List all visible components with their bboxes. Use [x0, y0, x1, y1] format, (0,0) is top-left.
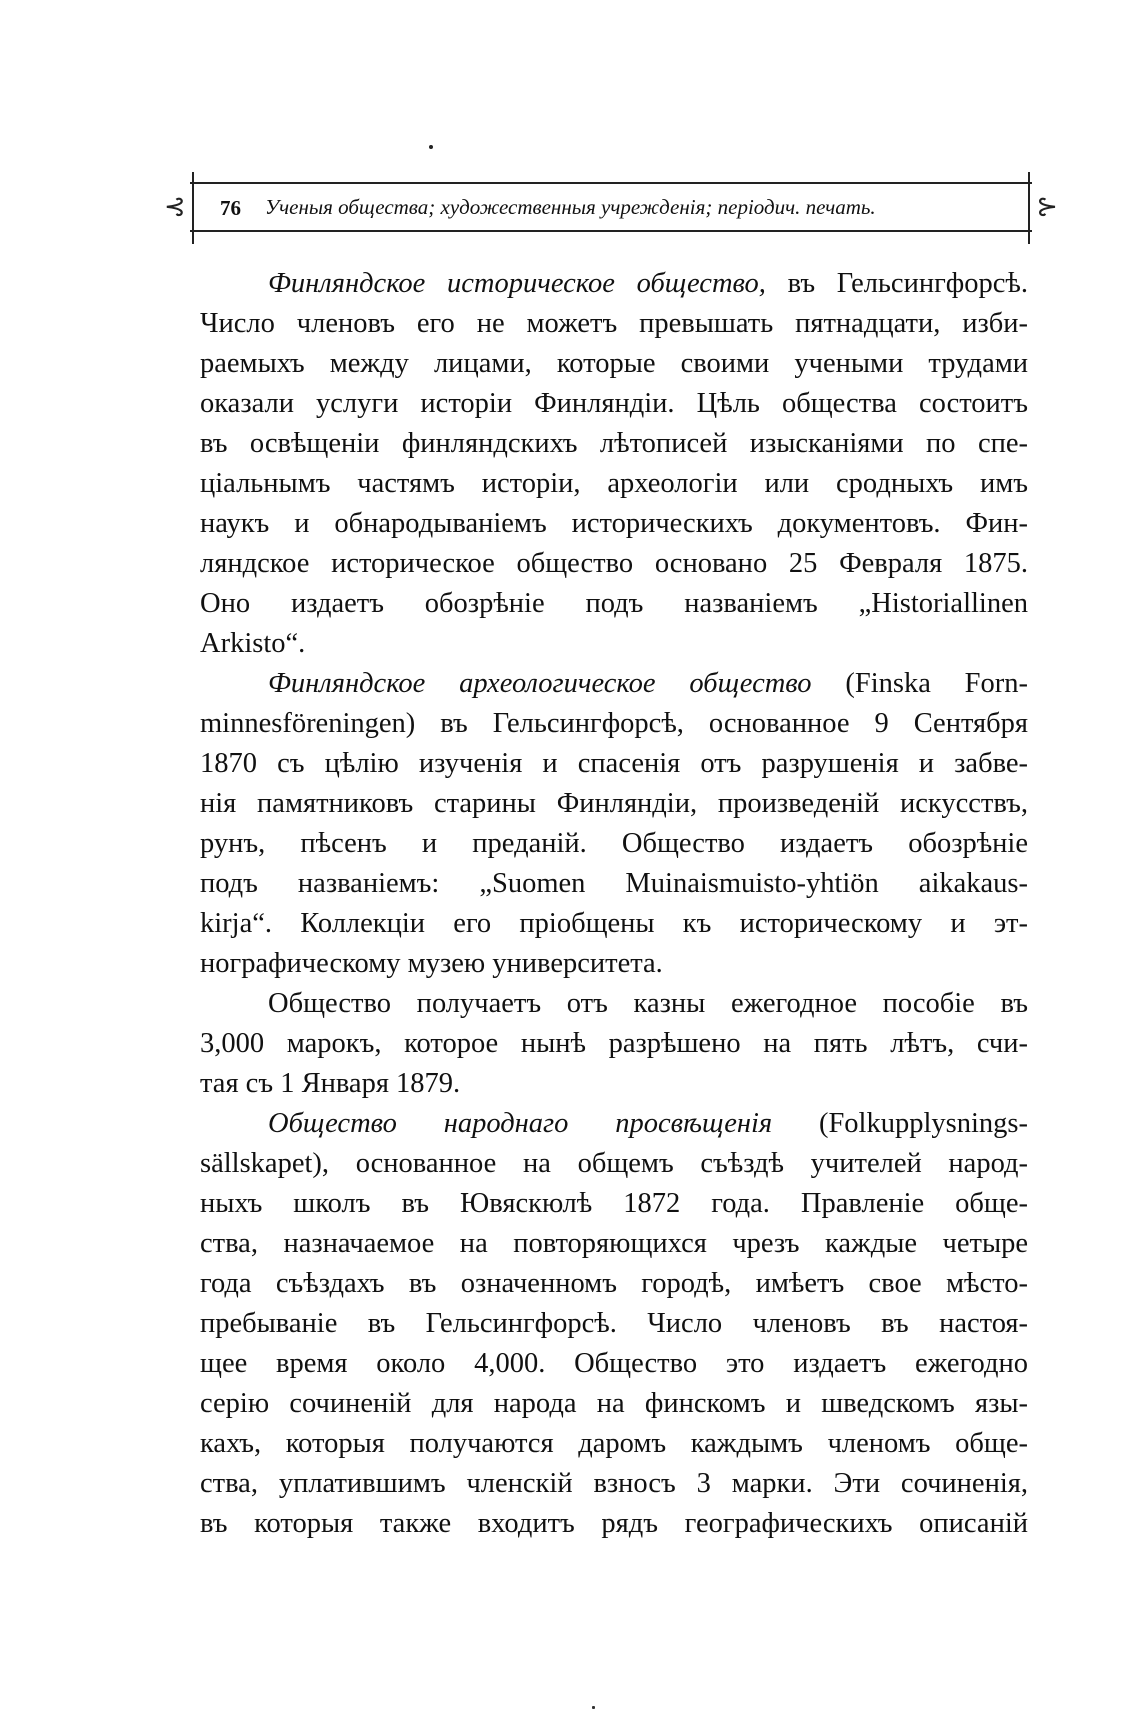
text-line: въ которыя также входитъ рядъ географическихъ описаній	[200, 1508, 1028, 1539]
text-line: года съѣздахъ въ означенномъ городѣ, имѣетъ свое мѣсто-	[200, 1268, 1028, 1299]
text-line: оказали услуги исторіи Финляндіи. Цѣль общества состоитъ	[200, 388, 1028, 419]
text-line: нографическому музею университета.	[200, 948, 663, 979]
running-title: Ученыя общества; художественныя учрежденія; періодич. печать.	[265, 195, 876, 219]
body-text	[200, 264, 1028, 1544]
text-line: ства, уплатившимъ членскій взносъ 3 марки. Эти сочиненія,	[200, 1468, 1028, 1499]
text-line: Общество получаетъ отъ казны ежегодное пособіе въ	[268, 988, 1028, 1019]
text-line: кахъ, которыя получаются даромъ каждымъ членомъ обще-	[200, 1428, 1028, 1459]
text-line: Число членовъ его не можетъ превышать пятнадцати, изби-	[200, 308, 1028, 339]
running-header	[164, 182, 1058, 232]
text-line: Arkisto“.	[200, 628, 306, 659]
text-line: kirja“. Коллекціи его пріобщены къ историческому и эт-	[200, 908, 1028, 939]
text-line: ныхъ школъ въ Ювяскюлѣ 1872 года. Правленіе обще-	[200, 1188, 1028, 1219]
paragraph-popular-education-society	[200, 1104, 1028, 1544]
text-line: пребываніе въ Гельсингфорсѣ. Число членовъ въ настоя-	[200, 1308, 1028, 1339]
text-line: Финляндское историческое общество, въ Гельсингфорсѣ.	[268, 268, 1028, 299]
text-line: ства, назначаемое на повторяющихся чрезъ каждые четыре	[200, 1228, 1028, 1259]
society-name: Общество народнаго просвѣщенія	[268, 1108, 773, 1139]
text-line: Оно издаетъ обозрѣніе подъ названіемъ „Historiallinen	[200, 588, 1028, 619]
right-ornament-icon: ⊱	[1036, 192, 1058, 222]
society-name: Финляндское археологическое общество	[268, 668, 812, 699]
text-line: minnesföreningen) въ Гельсингфорсѣ, основанное 9 Сентября	[200, 708, 1028, 739]
text-line: ціальнымъ частямъ исторіи, археологіи или сродныхъ имъ	[200, 468, 1028, 499]
ink-dot	[429, 145, 433, 149]
text-line: Финляндское археологическое общество (Finska Forn-	[268, 668, 1028, 699]
paragraph-finnish-historical-society	[200, 264, 1028, 664]
text-line: наукъ и обнародываніемъ историческихъ документовъ. Фин-	[200, 508, 1028, 539]
text-line: ляндское историческое общество основано 25 Февраля 1875.	[200, 548, 1028, 579]
left-ornament-icon: ⊰	[164, 192, 186, 222]
text-line: нія памятниковъ старины Финляндіи, произведеній искусствъ,	[200, 788, 1028, 819]
paragraph-finnish-archaeological-society	[200, 664, 1028, 984]
text-line: sällskapet), основанное на общемъ съѣздѣ учителей народ-	[200, 1148, 1028, 1179]
text-line: раемыхъ между лицами, которые своими учеными трудами	[200, 348, 1028, 379]
text-line: тая съ 1 Января 1879.	[200, 1068, 461, 1099]
page-number: 76	[220, 196, 241, 220]
text-line: серію сочиненій для народа на финскомъ и шведскомъ язы-	[200, 1388, 1028, 1419]
text-line: рунъ, пѣсенъ и преданій. Общество издаетъ обозрѣніе	[200, 828, 1028, 859]
text-line: подъ названіемъ: „Suomen Muinaismuisto-yhtiön aikakaus-	[200, 868, 1028, 899]
text-line: въ освѣщеніи финляндскихъ лѣтописей изысканіями по спе-	[200, 428, 1028, 459]
text-line: щее время около 4,000. Общество это издаетъ ежегодно	[200, 1348, 1028, 1379]
society-name: Финляндское историческое общество,	[268, 268, 766, 299]
text-line: 3,000 марокъ, которое нынѣ разрѣшено на пять лѣтъ, счи-	[200, 1028, 1028, 1059]
text-line: 1870 съ цѣлію изученія и спасенія отъ разрушенія и забве-	[200, 748, 1028, 779]
text-line: Общество народнаго просвѣщенія (Folkupplysnings-	[268, 1108, 1028, 1139]
paragraph-state-subsidy	[200, 984, 1028, 1104]
ink-speck	[592, 1706, 595, 1709]
